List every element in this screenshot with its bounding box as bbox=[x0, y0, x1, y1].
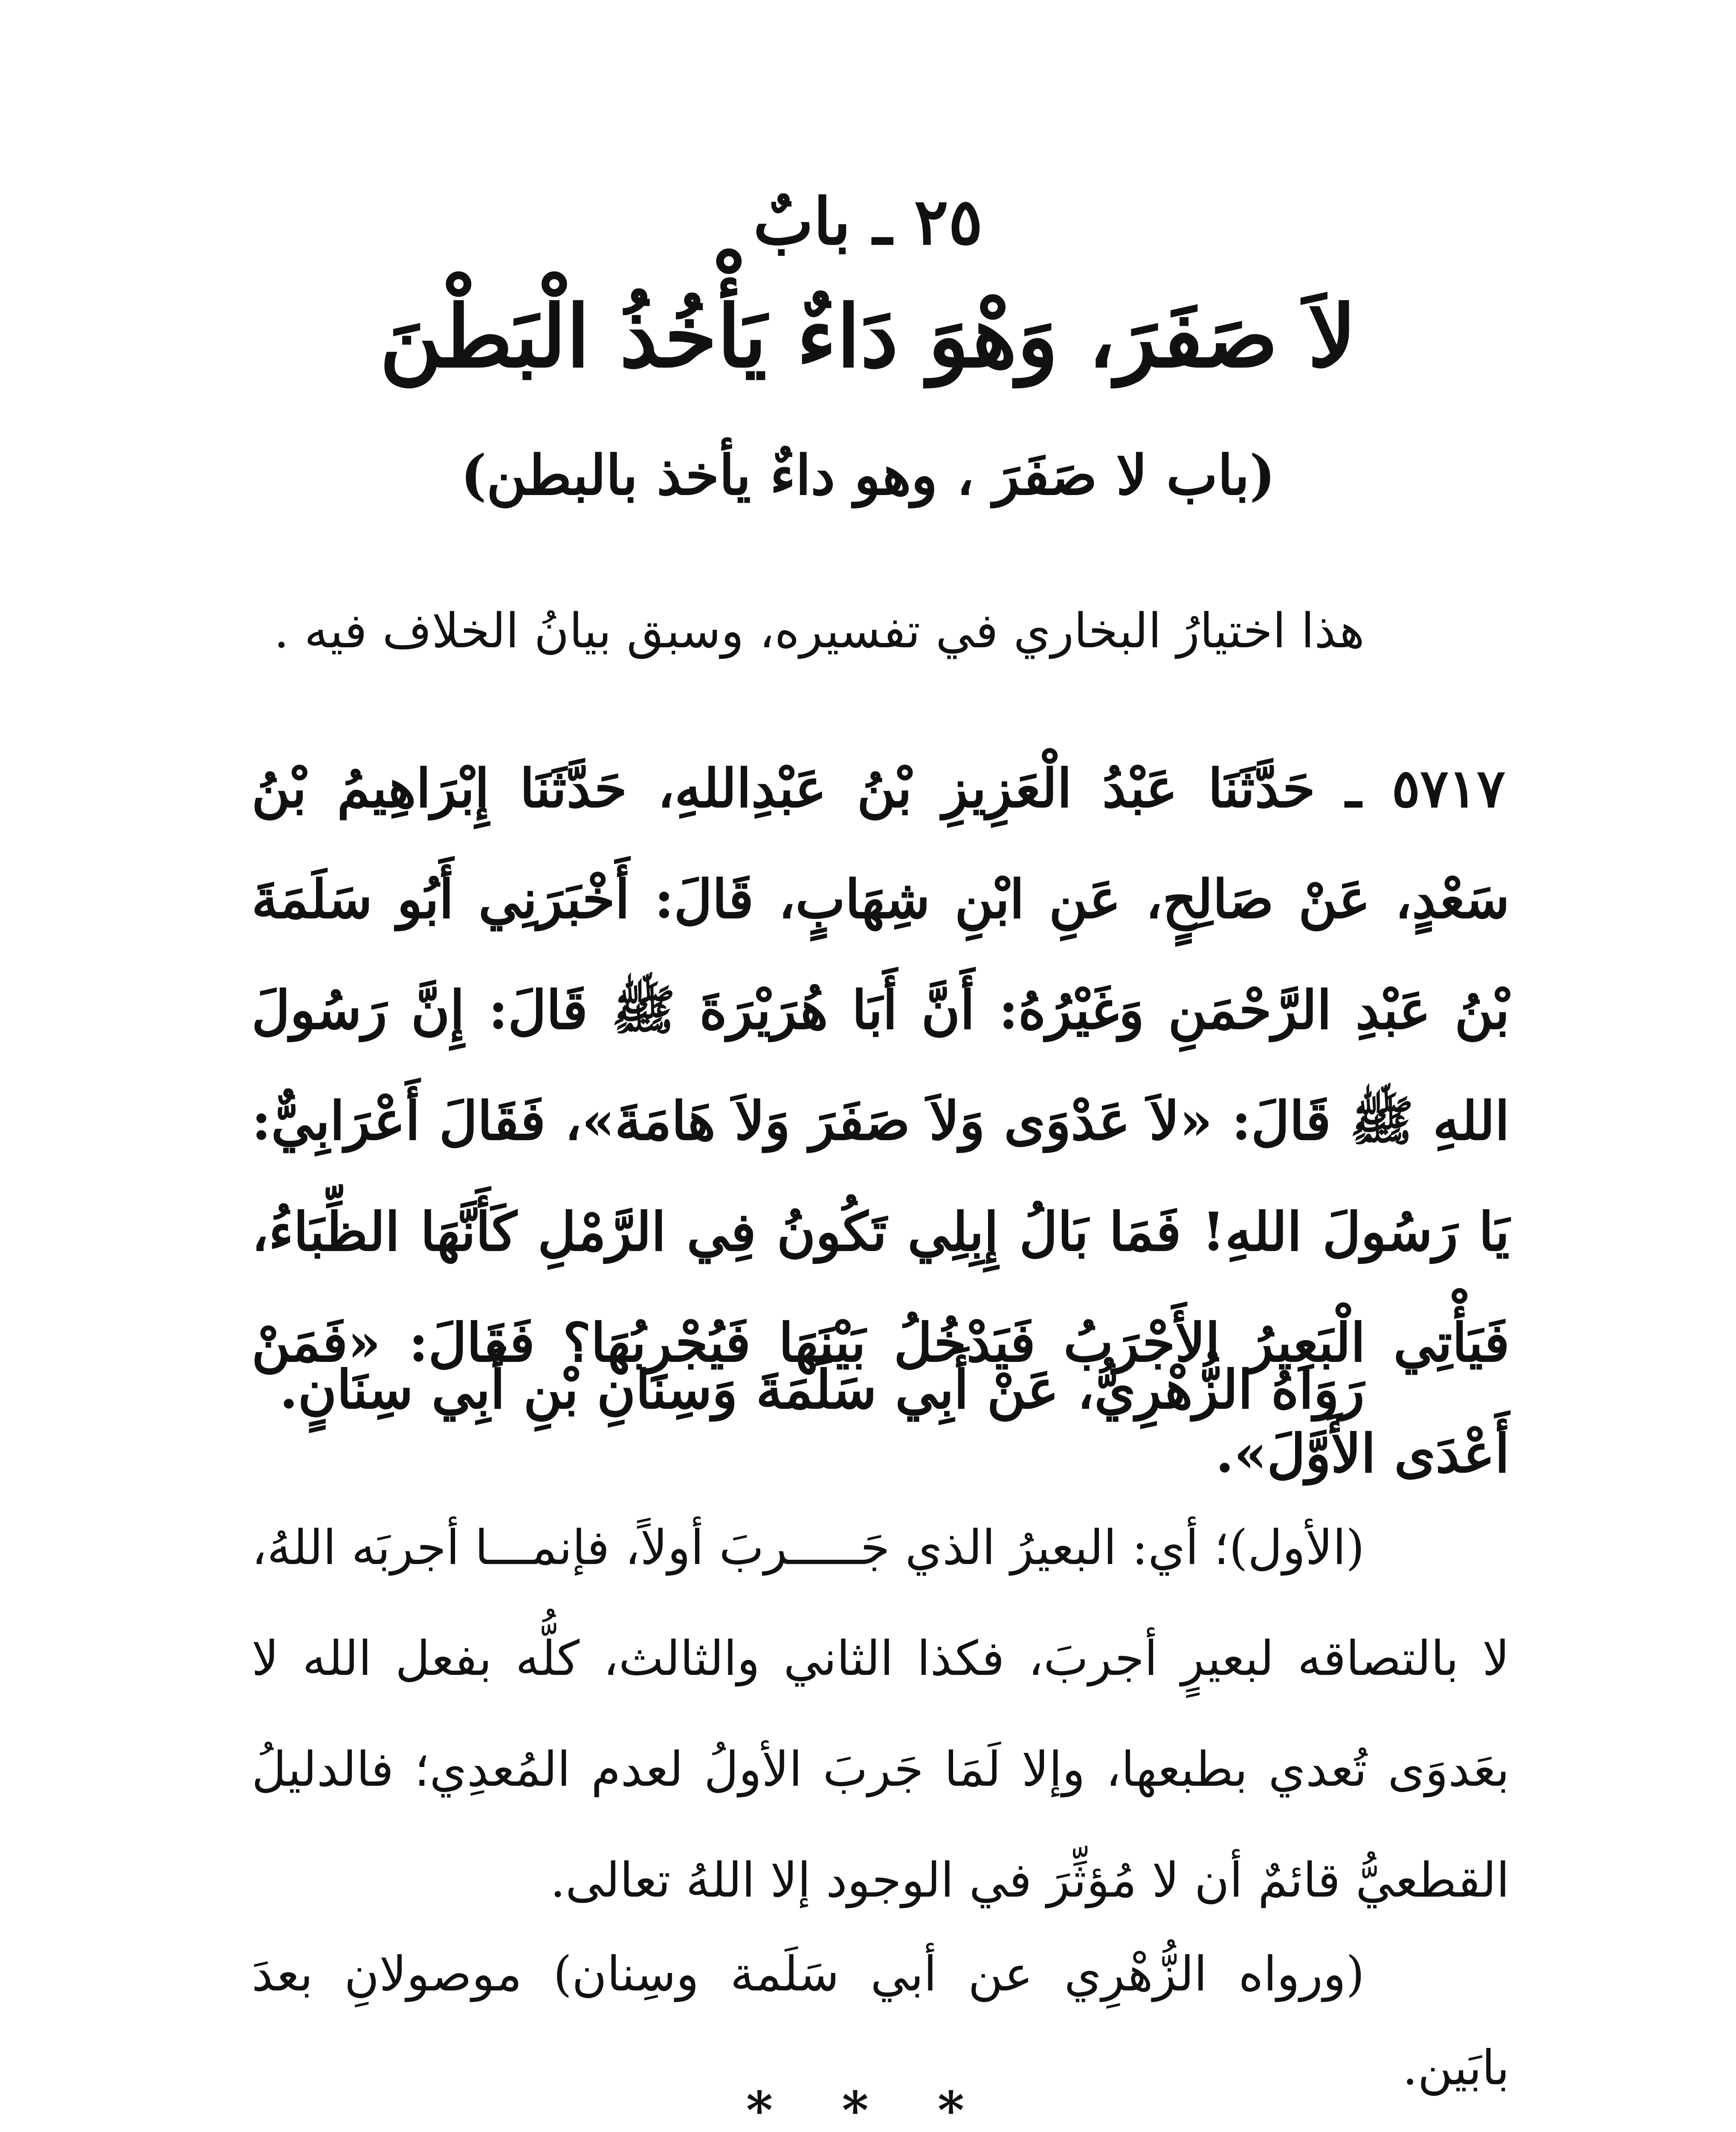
section-separator: * * * bbox=[746, 2080, 990, 2132]
narration-line: رَوَاهُ الزُّهْرِيُّ، عَنْ أَبِي سَلَمَةَ وَسِنَانِ بْنِ أَبِي سِنَانٍ. bbox=[279, 1359, 1365, 1421]
commentary-paragraph: (الأول)؛ أي: البعيرُ الذي جَـــــربَ أولاً، فإنمـــا أجربَه اللهُ، لا بالتصاقه لبعيرٍ أجربَ، فكذا الثاني والثالث، كلُّه بفعل الله لا بعَدوَى تُعدي بطبعها، وإلا لَمَا جَربَ الأولُ لعدم المُعدِي؛ فالدليلُ القطعيُّ قائمٌ أن لا مُؤثِّرَ في الوجود إلا اللهُ تعالى. bbox=[252, 1520, 1510, 1908]
commentary-note: (ورواه الزُّهْرِي عن أبي سَلَمة وسِنان) موصولانِ بعدَ بابَين. bbox=[252, 1947, 1510, 2096]
hadith-text: ٥٧١٧ ـ حَدَّثَنَا عَبْدُ الْعَزِيزِ بْنُ عَبْدِاللهِ، حَدَّثَنَا إِبْرَاهِيمُ بْنُ سَعْدٍ، عَنْ صَالِحٍ، عَنِ ابْنِ شِهَابٍ، قَالَ: أَخْبَرَنِي أَبُو سَلَمَةَ بْنُ عَبْدِ الرَّحْمَنِ وَغَيْرُهُ: أَنَّ أَبَا هُرَيْرَةَ ﷺ قَالَ: إِنَّ رَسُولَ اللهِ ﷺ قَالَ: «لاَ عَدْوَى وَلاَ صَفَرَ وَلاَ هَامَةَ»، فَقَالَ أَعْرَابِيٌّ: يَا رَسُولَ اللهِ! فَمَا بَالُ إِبِلِي تَكُونُ فِي الرَّمْلِ كَأَنَّهَا الظِّبَاءُ، فَيَأْتِي الْبَعِيرُ الأَجْرَبُ فَيَدْخُلُ بَيْنَهَا فَيُجْرِبُهَا؟ فَقَالَ: «فَمَنْ أَعْدَى الأَوَّلَ». bbox=[252, 758, 1510, 1485]
intro-paragraph: هذا اختيارُ البخاري في تفسيره، وسبق بيانُ الخلاف فيه . bbox=[274, 603, 1365, 659]
chapter-subtitle: (باب لا صَفَرَ ، وهو داءٌ يأخذ بالبطن) bbox=[461, 443, 1275, 507]
chapter-number: ٢٥ ـ بابٌ bbox=[753, 184, 983, 259]
chapter-title: لاَ صَفَرَ، وَهْوَ دَاءٌ يَأْخُذُ الْبَطْنَ bbox=[380, 287, 1356, 387]
